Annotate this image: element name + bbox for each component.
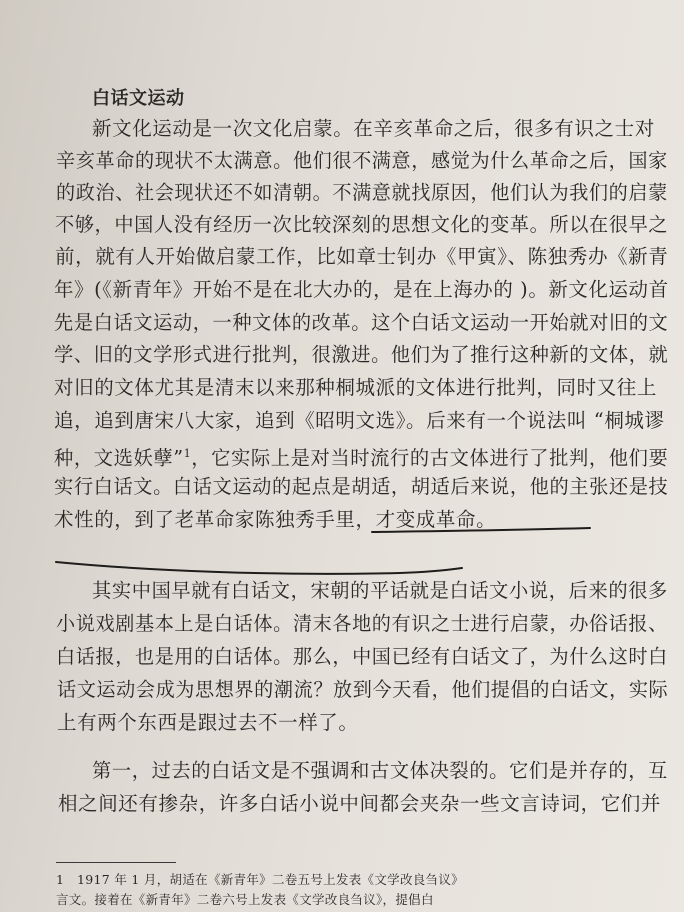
text-line: 相之间还有掺杂，许多白话小说中间都会夹杂一些文言诗词，它们并 (58, 792, 662, 815)
text-line: 上有两个东西是跟过去不一样了。 (57, 711, 359, 734)
text-line: 的政治、社会现状还不如清朝。不满意就找原因，他们认为我们的启蒙 (56, 181, 668, 204)
footnote-marker: 1 (183, 447, 192, 460)
text-line: 对旧的文体尤其是清末以来那种桐城派的文体进行批判，同时又往上 (54, 376, 658, 399)
text-line: 白话报，也是用的白话体。那么，中国已经有白话文了，为什么这时白 (56, 645, 668, 668)
text-line-with-footnote (54, 441, 668, 472)
footnote-line: 言文。接着在《新青年》二卷六号上发表《文学改良刍议》，提倡白 (56, 892, 434, 907)
text-line: 辛亥革命的现状不太满意。他们很不满意，感觉为什么革命之后，国家 (56, 149, 668, 172)
footnote-divider (56, 862, 176, 863)
text-line: 不够，中国人没有经历一次比较深刻的思想文化的变革。所以在很早之 (55, 213, 669, 236)
text-line: 先是白话文运动，一种文体的改革。这个白话文运动一开始就对旧的文 (54, 311, 669, 334)
text-line: 小说戏剧基本上是白话体。清末各地的有识之士进行启蒙，办俗话报、 (56, 612, 668, 635)
text-line: 第一，过去的白话文是不强调和古文体决裂的。它们是并存的，互 (92, 759, 668, 782)
text-line: 追，追到唐宋八大家，追到《昭明文选》。后来有一个说法叫 “桐城谬 (54, 409, 665, 432)
pen-underline-stroke-2 (56, 562, 462, 574)
text-line: 新文化运动是一次文化启蒙。在辛亥革命之后，很多有识之士对 (92, 117, 655, 140)
footnote-line: 1 1917 年 1 月，胡适在《新青年》二卷五号上发表《文学改良刍议》 (56, 872, 464, 887)
text-line: 其实中国早就有白话文，宋朝的平话就是白话文小说，后来的很多 (92, 579, 668, 602)
text-line: 年》(《新青年》开始不是在北大办的，是在上海办的 )。新文化运动首 (54, 278, 669, 301)
text-line: 术性的，到了老革命家陈独秀手里，才变成革命。 (54, 508, 497, 531)
text-line: 前，就有人开始做启蒙工作，比如章士钊办《甲寅》、陈独秀办《新青 (55, 245, 669, 268)
text-line: 学、旧的文学形式进行批判，很激进。他们为了推行这种新的文体，就 (54, 343, 669, 366)
text-segment: 种，文选妖孽” (54, 446, 184, 470)
section-heading: 白话文运动 (92, 88, 185, 109)
text-line: 话文运动会成为思想界的潮流？放到今天看，他们提倡的白话文，实际 (57, 678, 669, 701)
text-segment: ，它实际上是对当时流行的古文体进行了批判，他们要 (191, 446, 669, 470)
text-line: 实行白话文。白话文运动的起点是胡适，胡适后来说，他的主张还是技 (54, 475, 669, 498)
